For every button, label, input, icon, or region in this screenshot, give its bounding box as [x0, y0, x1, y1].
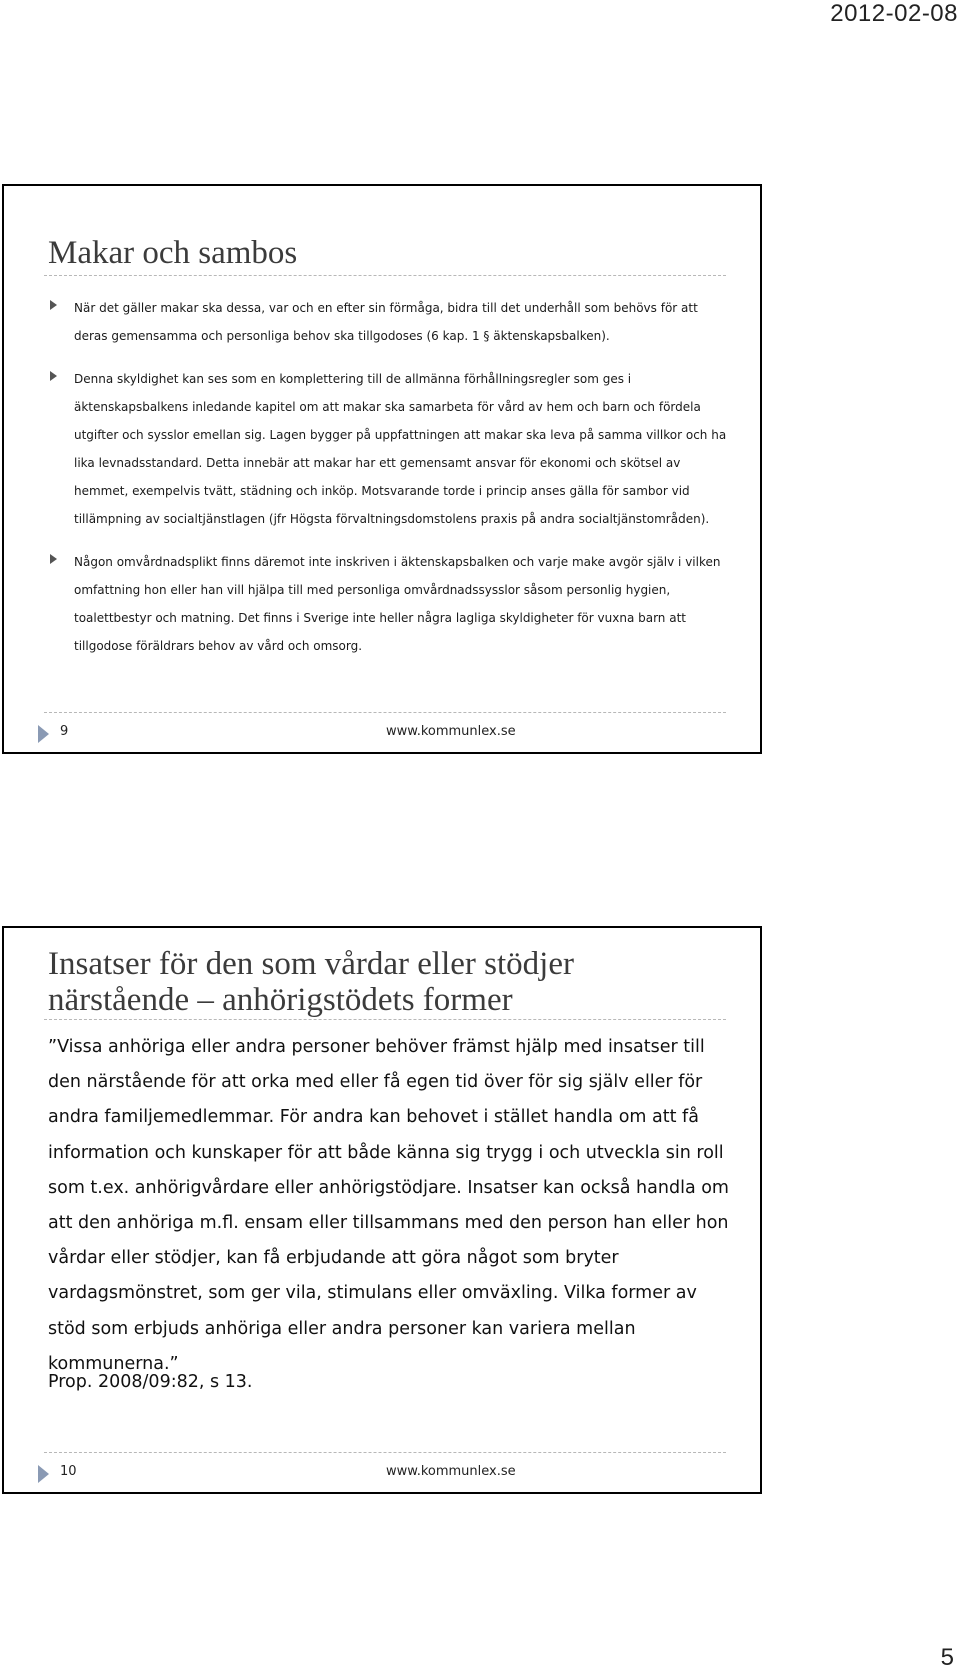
footer-arrow-icon	[38, 725, 49, 743]
citation: Prop. 2008/09:82, s 13.	[48, 1372, 253, 1392]
slide-title-line-1: Insatser för den som vårdar eller stödjer	[48, 946, 574, 982]
bullet-text: När det gäller makar ska dessa, var och en efter sin förmåga, bidra till det underhåll som behövs för att deras gemensamma och personliga behov ska tillgodoses (6 kap. 1 § äktenskapsbalken).	[74, 301, 698, 343]
triangle-bullet-icon	[50, 554, 57, 564]
quote-text: ”Vissa anhöriga eller andra personer behöver främst hjälp med insatser till den närstående för att orka med eller få egen tid över för sig själv eller för andra familjemedlemmar. För andra kan behovet i stället handla om att få information och kunskaper för att både känna sig trygg i och utveckla sin roll som t.ex. anhörigvårdare eller anhörigstödjare. Insatser kan också handla om att den anhöriga m.fl. ensam eller tillsammans med den person han eller hon vårdar eller stödjer, kan få erbjudande att göra något som bryter vardagsmönstret, som ger vila, stimulans eller omväxling. Vilka former av stöd som erbjuds anhöriga eller andra personer kan variera mellan kommunerna.”	[48, 1037, 729, 1374]
slide-9	[2, 184, 762, 754]
bullet-text: Denna skyldighet kan ses som en komplettering till de allmänna förhållningsregler som ges i äktenskapsbalkens inledande kapitel om att makar ska samarbeta för vård av hem och barn och fördela utgifter och sysslor emellan sig. Lagen bygger på uppfattningen att makar ska leva på samma villkor och ha lika levnadsstandard. Detta innebär att makar har ett gemensamt ansvar för ekonomi och skötsel av hemmet, exempelvis tvätt, städning och inköp. Motsvarande torde i princip anses gälla för sambor vid tillämpning av socialtjänstlagen (jfr Högsta förvaltningsdomstolens praxis på andra socialtjänstområden).	[74, 372, 727, 526]
slide-number: 10	[60, 1464, 77, 1479]
list-item	[48, 548, 730, 660]
slide-10	[2, 926, 762, 1494]
bullet-list	[48, 294, 730, 675]
footer-url: www.kommunlex.se	[386, 724, 516, 739]
footer-divider	[44, 1452, 726, 1453]
page-number: 5	[940, 1644, 954, 1671]
slide-title-line-2: närstående – anhörigstödets former	[48, 982, 513, 1018]
list-item	[48, 294, 730, 350]
list-item	[48, 365, 730, 533]
slide-title	[48, 946, 728, 1018]
title-divider	[44, 1019, 726, 1020]
footer-divider	[44, 712, 726, 713]
slide-number: 9	[60, 724, 69, 739]
slide-title: Makar och sambos	[48, 235, 298, 271]
title-divider	[44, 275, 726, 276]
triangle-bullet-icon	[50, 371, 57, 381]
footer-url: www.kommunlex.se	[386, 1464, 516, 1479]
bullet-text: Någon omvårdnadsplikt finns däremot inte inskriven i äktenskapsbalken och varje make avgör själv i vilken omfattning hon eller han vill hjälpa till med personliga omvårdnadssysslor såsom personlig hygien, toalettbestyr och matning. Det finns i Sverige inte heller några lagliga skyldigheter för vuxna barn att tillgodose föräldrars behov av vård och omsorg.	[74, 555, 721, 653]
footer-arrow-icon	[38, 1465, 49, 1483]
page-date: 2012-02-08	[830, 0, 958, 27]
triangle-bullet-icon	[50, 300, 57, 310]
